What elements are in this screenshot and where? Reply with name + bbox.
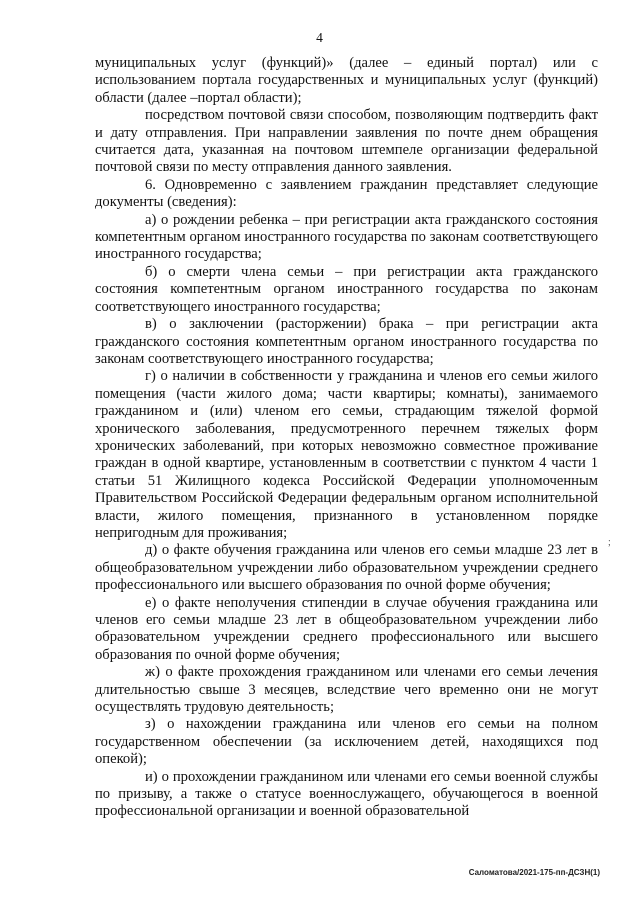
- paragraph-item-6: 6. Одновременно с заявлением гражданин представляет следующие документы (сведения):: [95, 176, 598, 211]
- document-body: [95, 55, 598, 821]
- footer-document-code: Саломатова/2021-175-пп-ДСЗН(1): [468, 868, 600, 877]
- paragraph-sub-e: е) о факте неполучения стипендии в случае обучения гражданина или членов его семьи младше 23 лет в общеобразовательном учреждении либо образовательном учреждении среднего профессионального или высшего образования по очной форме обучения;: [95, 594, 598, 663]
- paragraph-sub-b: б) о смерти члена семьи – при регистрации акта гражданского состояния компетентным органом иностранного государства по законам соответствующего иностранного государства;: [95, 263, 598, 315]
- paragraph-portal-continuation: муниципальных услуг (функций)» (далее – единый портал) или с использованием портала государственных и муниципальных услуг (функций) области (далее –портал области);: [95, 55, 598, 106]
- paragraph-sub-a: а) о рождении ребенка – при регистрации акта гражданского состояния компетентным органом иностранного государства по законам соответствующего иностранного государства;: [95, 211, 598, 263]
- paragraph-sub-z: з) о нахождении гражданина или членов его семьи на полном государственном обеспечении (за исключением детей, находящихся под опекой);: [95, 716, 598, 768]
- page-number: 4: [316, 30, 323, 45]
- margin-mark: ;: [608, 537, 611, 548]
- paragraph-sub-zh: ж) о факте прохождения гражданином или членами его семьи лечения длительностью свыше 3 месяцев, вследствие чего временно они не могут осуществлять трудовую деятельность;: [95, 664, 598, 716]
- paragraph-sub-i: и) о прохождении гражданином или членами его семьи военной службы по призыву, а также о статусе военнослужащего, обучающегося в военной профессиональной организации и военной образовательной: [95, 768, 598, 820]
- paragraph-sub-d: д) о факте обучения гражданина или членов его семьи младше 23 лет в общеобразовательном учреждении либо образовательном учреждении среднего профессионального или высшего образования по очной форме обучения;: [95, 542, 598, 594]
- paragraph-postal: посредством почтовой связи способом, позволяющим подтвердить факт и дату отправления. При направлении заявления по почте днем обращения считается дата, указанная на почтовом штемпеле организации федеральной почтовой связи по месту отправления данного заявления.: [95, 107, 598, 176]
- paragraph-sub-v: в) о заключении (расторжении) брака – при регистрации акта гражданского состояния компетентным органом иностранного государства по законам соответствующего иностранного государства;: [95, 316, 598, 367]
- paragraph-sub-g: г) о наличии в собственности у гражданина и членов его семьи жилого помещения (части жилого дома; части квартиры; комнаты), занимаемого гражданином и (или) членом его семьи, страдающим тяжелой формой хронического заболевания, предусмотренного перечнем тяжелых форм хронических заболеваний, при которых невозможно совместное проживание граждан в одной квартире, установленным в соответствии с пунктом 4 части 1 статьи 51 Жилищного кодекса Российской Федерации уполномоченным Правительством Российской Федерации федеральным органом исполнительной власти, жилого помещения, признанного в установленном порядке непригодным для проживания;: [95, 368, 598, 541]
